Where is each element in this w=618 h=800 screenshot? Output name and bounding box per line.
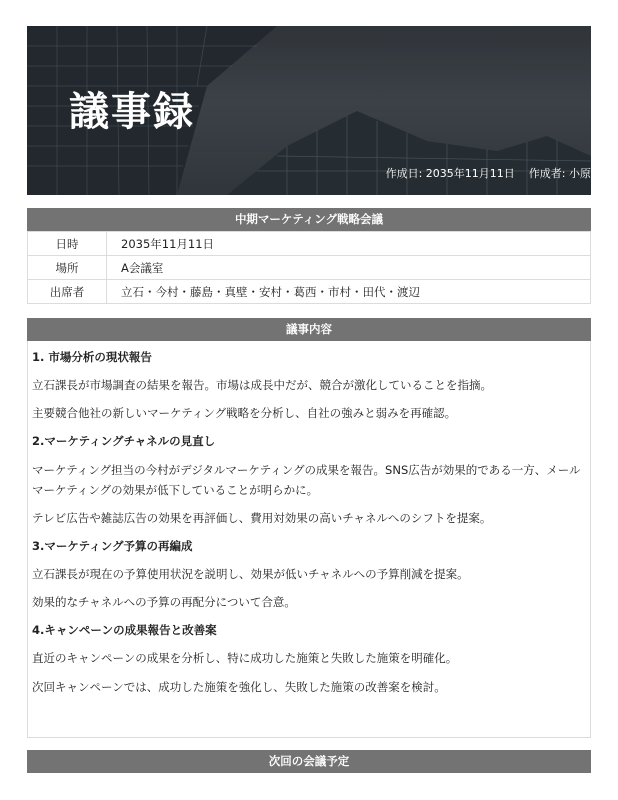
- section-title: 1. 市場分析の現状報告: [32, 350, 152, 364]
- document-meta: [27, 165, 591, 181]
- info-key: 場所: [28, 256, 107, 280]
- header-banner: [27, 26, 591, 195]
- section-paragraph: 効果的なチャネルへの予算の再配分について合意。: [32, 595, 296, 610]
- table-row: [28, 280, 591, 304]
- info-value: A会議室: [107, 256, 591, 280]
- table-row: [28, 256, 591, 280]
- section-title: 3.マーケティング予算の再編成: [32, 538, 193, 553]
- section-paragraph: マーケティング担当の今村がデジタルマーケティングの成果を報告。SNS広告が効果的である一方、メールマーケティングの効果が低下していることが明らかに。: [32, 462, 581, 497]
- author: 作成者: 小原: [528, 167, 591, 180]
- meeting-name-bar: 中期マーケティング戦略会議: [27, 208, 591, 231]
- meeting-info-table: [27, 231, 591, 304]
- info-key: 日時: [28, 232, 107, 256]
- section-paragraph: 直近のキャンペーンの成果を分析し、特に成功した施策と失敗した施策を明確化。: [32, 651, 458, 666]
- table-row: [28, 232, 591, 256]
- info-key: 出席者: [28, 280, 107, 304]
- section-paragraph: 立石課長が現在の予算使用状況を説明し、効果が低いチャネルへの予算削減を提案。: [32, 567, 469, 581]
- section-paragraph: 主要競合他社の新しいマーケティング戦略を分析し、自社の強みと弱みを再確認。: [32, 406, 457, 421]
- minutes-heading-bar: 議事内容: [27, 318, 591, 341]
- minutes-content: [27, 341, 591, 738]
- info-value: 2035年11月11日: [107, 232, 591, 256]
- next-meeting-bar: 次回の会議予定: [27, 750, 591, 773]
- section-title: 4.キャンペーンの成果報告と改善案: [32, 623, 217, 638]
- info-value: 立石・今村・藤島・真壁・安村・葛西・市村・田代・渡辺: [107, 280, 591, 304]
- section-paragraph: テレビ広告や雑誌広告の効果を再評価し、費用対効果の高いチャネルへのシフトを提案。: [32, 510, 492, 525]
- section-title: 2.マーケティングチャネルの見直し: [32, 434, 216, 449]
- page-title: 議事録: [69, 89, 195, 135]
- section-paragraph: 立石課長が市場調査の結果を報告。市場は成長中だが、競合が激化していることを指摘。: [32, 378, 492, 393]
- created-date: 作成日: 2035年11月11日: [385, 167, 515, 180]
- section-paragraph: 次回キャンペーンでは、成功した施策を強化し、失敗した施策の改善案を検討。: [32, 679, 446, 694]
